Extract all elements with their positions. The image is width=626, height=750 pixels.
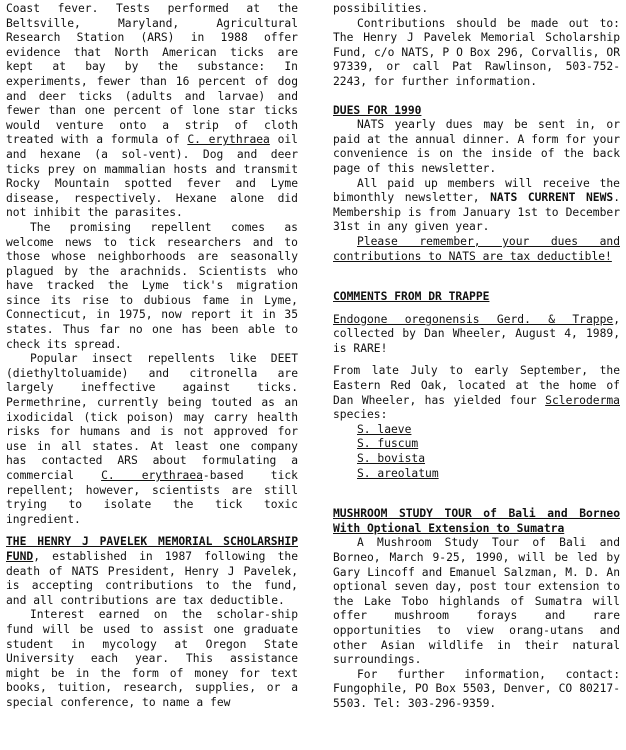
newsletter-name: NATS CURRENT NEWS xyxy=(490,191,614,205)
tour-paragraph-1: A Mushroom Study Tour of Bali and Borneo, March 9-25, 1990, will be led by Gary Lincoff and Emanuel Salzman, M. D. An optional seven day, post tour extension to the Lake Tobo highlands of Sumatra will offer mushroom forays and rare opportunities to view orang-utans and other Asian wildlife in their natural surroundings. xyxy=(333,536,620,667)
ticks-p3-text-a: Popular insect repellents like DEET (diethyltoluamide) and citronella are largely ineffective against ticks. Permethrine, currently being touted as an ixodicidal (tick poison) may carry health risks for humans and is not approved for use in all states. At least one company has contacted ARS about formulating a commercial xyxy=(6,352,298,482)
scholarship-p1-text: , established in 1987 following the death of NATS President, Henry J Pavelek, is accepting contributions to the fund, and all contributions are tax deductible. xyxy=(6,549,298,607)
trappe-heading: COMMENTS FROM DR TRAPPE xyxy=(333,290,490,304)
ticks-p1-species: C. erythraea xyxy=(187,133,270,147)
list-item: S. areolatum xyxy=(357,466,439,480)
trappe-species-name: Endogone oregonensis Gerd. & Trappe xyxy=(333,312,614,326)
trappe-genus: Scleroderma xyxy=(545,393,620,407)
ticks-p3-species: C. erythraea xyxy=(101,469,203,482)
tour-paragraph-2: For further information, contact: Fungophile, PO Box 5503, Denver, CO 80217-5503. Tel: 303-296-9359. xyxy=(333,667,620,710)
dues-paragraph-1: NATS yearly dues may be sent in, or paid at the annual dinner. A form for your convenience is on the inside of the back page of this newsletter. xyxy=(333,118,620,175)
ticks-paragraph-2: The promising repellent comes as welcome news to tick researchers and to those whose neighborhoods are seasonally plagued by the arachnids. Scientists who have tracked the Lyme tick's migration since its rise to dubious fame in Lyme, Connecticut, in 1975, now report it in 35 states. Thus far no one has been able to check its spread. xyxy=(6,220,298,351)
right-column xyxy=(333,2,620,712)
ticks-p1-text-b: oil and hexane (a sol-vent). Dog and deer ticks prey on mammalian hosts and transmit Rocky Mountain spotted fever and Lyme disease, respectively. Hexane alone did not inhibit the parasites. xyxy=(6,133,298,220)
ticks-paragraph-1 xyxy=(6,2,298,221)
trappe-p2-text-a: From late July to early September, the Eastern Red Oak, located at the home of Dan Wheeler, has yielded four xyxy=(333,364,620,407)
contributions-paragraph: Contributions should be made out to: The Henry J Pavelek Memorial Scholarship Fund, c/o NATS, P O Box 296, Corvallis, OR 97339, or call Pat Rawlinson, 503-752-2243, for further information. xyxy=(333,16,620,88)
list-item: S. laeve xyxy=(357,422,412,436)
tour-heading: MUSHROOM STUDY TOUR of Bali and Borneo With Optional Extension to Sumatra xyxy=(333,507,620,535)
ticks-paragraph-3 xyxy=(6,352,298,527)
dues-reminder: Please remember, your dues and contributions to NATS are tax deductible! xyxy=(333,234,620,263)
dues-heading: DUES FOR 1990 xyxy=(333,103,422,117)
dues-p2-text-b: . Membership is from January 1st to December 31st in any given year. xyxy=(333,191,620,234)
dues-paragraph-2 xyxy=(333,177,620,235)
trappe-paragraph-2 xyxy=(333,364,620,422)
ticks-p1-text-a: Coast fever. Tests performed at the Beltsville, Maryland, Agricultural Research Station (ARS) in 1988 offer evidence that North American ticks are kept at bay by the substance: In experiments, fewer than 16 percent of dog and deer ticks (adults and larvae) and fewer than one percent of lone star ticks would venture onto a strip of cloth treated with a formula of xyxy=(6,2,298,147)
scholarship-paragraph-1 xyxy=(6,535,298,608)
scholarship-paragraph-2: Interest earned on the scholar-ship fund will be used to assist one graduate student in mycology at Oregon State University each year. This assistance might be in the form of money for text books, tuition, research, supplies, or a special conference, to name a few xyxy=(6,608,298,709)
trappe-paragraph-1 xyxy=(333,313,620,357)
list-item: S. fuscum xyxy=(357,437,419,451)
trappe-p1-text: , collected by Dan Wheeler, August 4, 1989, is RARE! xyxy=(333,312,620,355)
scholarship-heading: THE HENRY J PAVELEK MEMORIAL SCHOLARSHIP FUND xyxy=(6,535,298,563)
species-list xyxy=(357,423,620,481)
list-item: S. bovista xyxy=(357,452,426,466)
left-column xyxy=(6,2,298,711)
ticks-p3-text-b: -based tick repellent; however, scientists are still trying to isolate the tick toxic ingredient. xyxy=(6,469,298,526)
scholarship-continued: possibilities. xyxy=(333,2,429,15)
trappe-p2-text-b: species: xyxy=(333,408,388,422)
dues-p2-text-a: All paid up members will receive the bimonthly newsletter, xyxy=(333,176,620,205)
